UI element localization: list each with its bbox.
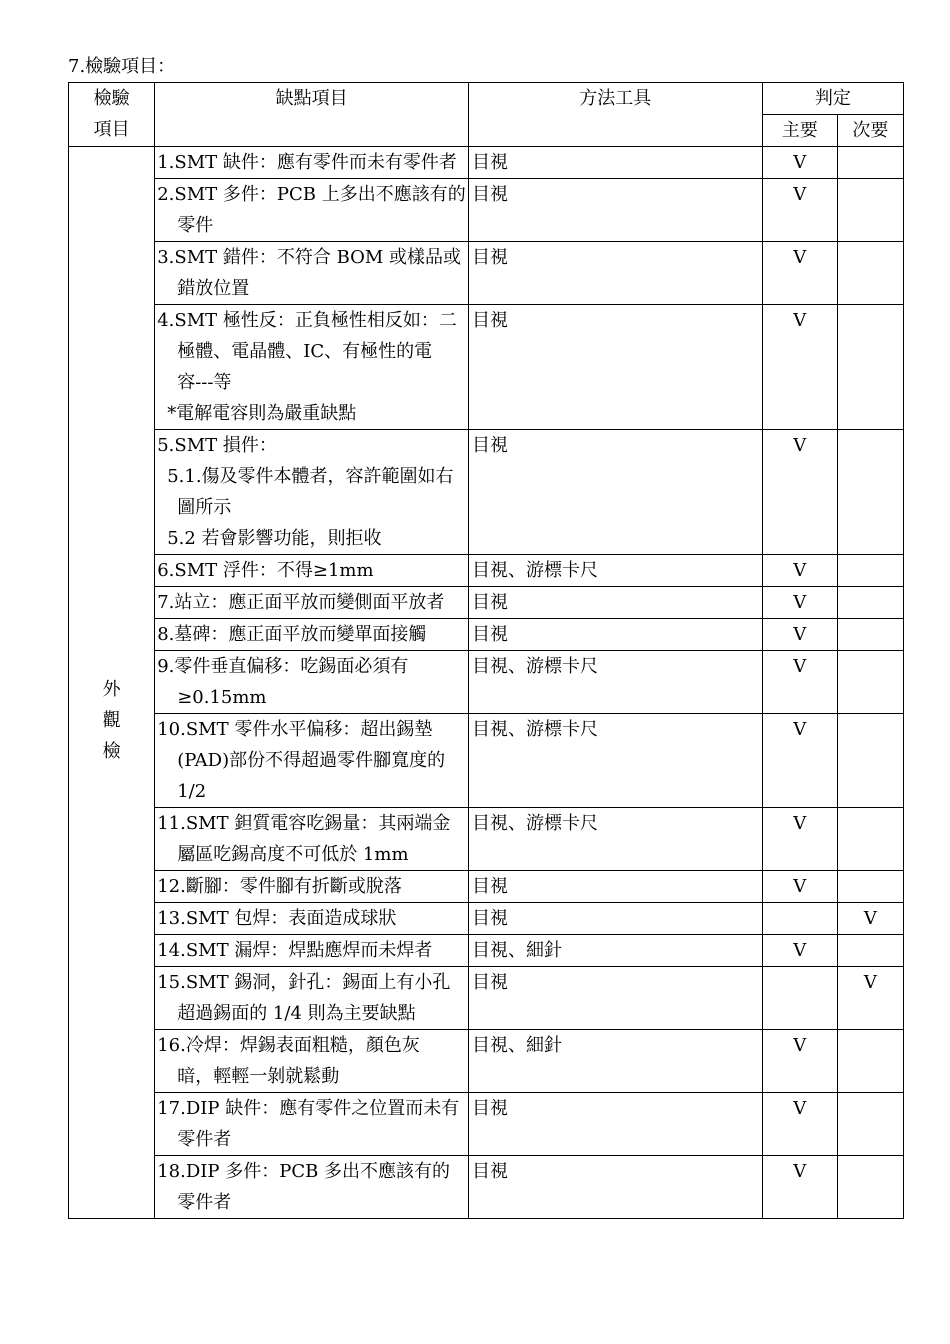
method-cell: 目視 xyxy=(468,305,762,430)
defect-line: 14.SMT 漏焊：焊點應焊而未焊者 xyxy=(157,940,433,961)
method-cell: 目視、游標卡尺 xyxy=(468,651,762,714)
defect-cell xyxy=(155,808,469,871)
major-mark xyxy=(762,903,837,935)
defect-cell xyxy=(155,179,469,242)
table-row xyxy=(69,651,904,714)
method-cell: 目視 xyxy=(468,1093,762,1156)
minor-mark xyxy=(837,714,903,808)
minor-mark: V xyxy=(837,967,903,1030)
table-row xyxy=(69,619,904,651)
defect-line: 10.SMT 零件水平偏移：超出錫墊 xyxy=(157,719,433,740)
table-row xyxy=(69,1156,904,1219)
table-row xyxy=(69,935,904,967)
minor-mark xyxy=(837,305,903,430)
minor-mark xyxy=(837,619,903,651)
defect-cell xyxy=(155,305,469,430)
category-label xyxy=(69,674,154,763)
defect-cell xyxy=(155,651,469,714)
minor-mark xyxy=(837,555,903,587)
major-mark: V xyxy=(762,808,837,871)
minor-mark xyxy=(837,808,903,871)
defect-line: 13.SMT 包焊：表面造成球狀 xyxy=(157,908,397,929)
table-body xyxy=(69,147,904,1219)
defect-cell xyxy=(155,587,469,619)
defect-line: 2.SMT 多件：PCB 上多出不應該有的 xyxy=(157,184,466,205)
defect-line: 圖所示 xyxy=(177,497,232,518)
defect-cell xyxy=(155,555,469,587)
table-row xyxy=(69,871,904,903)
category-char-2: 觀 xyxy=(102,710,121,732)
method-cell: 目視 xyxy=(468,903,762,935)
category-cell xyxy=(69,147,155,1219)
category-char-3: 檢 xyxy=(102,741,121,763)
method-cell: 目視 xyxy=(468,967,762,1030)
method-cell: 目視 xyxy=(468,179,762,242)
defect-line: 18.DIP 多件：PCB 多出不應該有的 xyxy=(157,1161,451,1182)
major-mark: V xyxy=(762,714,837,808)
header-method: 方法工具 xyxy=(468,83,762,147)
method-cell: 目視 xyxy=(468,587,762,619)
defect-cell xyxy=(155,242,469,305)
major-mark: V xyxy=(762,1156,837,1219)
defect-cell xyxy=(155,967,469,1030)
major-mark: V xyxy=(762,1030,837,1093)
minor-mark xyxy=(837,935,903,967)
defect-line: 超過錫面的 1/4 則為主要缺點 xyxy=(177,1003,416,1024)
major-mark: V xyxy=(762,305,837,430)
table-row xyxy=(69,242,904,305)
defect-line: 5.1.傷及零件本體者，容許範圍如右 xyxy=(167,466,454,487)
defect-line: 零件 xyxy=(177,215,214,236)
table-row xyxy=(69,555,904,587)
method-cell: 目視 xyxy=(468,147,762,179)
header-category xyxy=(69,83,155,147)
table-row xyxy=(69,903,904,935)
header-defect: 缺點項目 xyxy=(155,83,469,147)
header-major: 主要 xyxy=(762,115,837,147)
major-mark: V xyxy=(762,935,837,967)
defect-cell xyxy=(155,1093,469,1156)
defect-cell xyxy=(155,903,469,935)
table-row xyxy=(69,1030,904,1093)
major-mark: V xyxy=(762,871,837,903)
defect-cell xyxy=(155,147,469,179)
defect-line: 4.SMT 極性反：正負極性相反如：二 xyxy=(157,310,457,331)
defect-line: 零件者 xyxy=(177,1192,232,1213)
defect-line: 9.零件垂直偏移：吃錫面必須有 xyxy=(157,656,409,677)
header-category-line2: 項目 xyxy=(93,119,130,140)
method-cell: 目視 xyxy=(468,242,762,305)
method-cell: 目視 xyxy=(468,1156,762,1219)
major-mark: V xyxy=(762,1093,837,1156)
major-mark: V xyxy=(762,587,837,619)
defect-cell xyxy=(155,619,469,651)
inspection-table xyxy=(68,82,904,1219)
minor-mark xyxy=(837,242,903,305)
defect-line: 屬區吃錫高度不可低於 1mm xyxy=(177,844,409,865)
section-title: 7.檢驗項目： xyxy=(68,56,176,77)
major-mark: V xyxy=(762,651,837,714)
method-cell: 目視、細針 xyxy=(468,1030,762,1093)
minor-mark xyxy=(837,1093,903,1156)
defect-cell xyxy=(155,871,469,903)
defect-line: 5.2 若會影響功能，則拒收 xyxy=(167,528,382,549)
defect-line: 7.站立：應正面平放而變側面平放者 xyxy=(157,592,445,613)
defect-line: 15.SMT 錫洞，針孔：錫面上有小孔 xyxy=(157,972,451,993)
defect-cell xyxy=(155,430,469,555)
table-row xyxy=(69,147,904,179)
method-cell: 目視、細針 xyxy=(468,935,762,967)
table-row xyxy=(69,967,904,1030)
header-category-line1: 檢驗 xyxy=(93,88,130,109)
defect-line: 錯放位置 xyxy=(177,278,250,299)
minor-mark xyxy=(837,430,903,555)
defect-cell xyxy=(155,935,469,967)
defect-cell xyxy=(155,1156,469,1219)
defect-line: *電解電容則為嚴重缺點 xyxy=(167,403,357,424)
defect-cell xyxy=(155,1030,469,1093)
major-mark: V xyxy=(762,619,837,651)
defect-cell xyxy=(155,714,469,808)
defect-line: 零件者 xyxy=(177,1129,232,1150)
table-row xyxy=(69,305,904,430)
table-row xyxy=(69,430,904,555)
major-mark: V xyxy=(762,430,837,555)
table-row xyxy=(69,808,904,871)
defect-line: (PAD)部份不得超過零件腳寬度的 xyxy=(177,750,446,771)
header-judgement: 判定 xyxy=(762,83,903,115)
minor-mark xyxy=(837,1156,903,1219)
minor-mark xyxy=(837,587,903,619)
minor-mark xyxy=(837,179,903,242)
defect-line: 12.斷腳：零件腳有折斷或脫落 xyxy=(157,876,402,897)
defect-line: 8.墓碑：應正面平放而變單面接觸 xyxy=(157,624,427,645)
minor-mark xyxy=(837,871,903,903)
header-minor: 次要 xyxy=(837,115,903,147)
minor-mark xyxy=(837,651,903,714)
minor-mark xyxy=(837,1030,903,1093)
minor-mark xyxy=(837,147,903,179)
method-cell: 目視 xyxy=(468,871,762,903)
defect-line: ≥0.15mm xyxy=(177,687,267,708)
table-row xyxy=(69,587,904,619)
defect-line: 16.冷焊：焊錫表面粗糙，顏色灰 xyxy=(157,1035,420,1056)
defect-line: 6.SMT 浮件：不得≥1mm xyxy=(157,560,374,581)
defect-line: 11.SMT 鉭質電容吃錫量：其兩端金 xyxy=(157,813,451,834)
defect-line: 容---等 xyxy=(177,372,232,393)
method-cell: 目視 xyxy=(468,619,762,651)
defect-line: 17.DIP 缺件：應有零件之位置而未有 xyxy=(157,1098,460,1119)
table-row xyxy=(69,714,904,808)
major-mark xyxy=(762,967,837,1030)
table-row xyxy=(69,179,904,242)
minor-mark: V xyxy=(837,903,903,935)
defect-line: 5.SMT 損件： xyxy=(157,435,277,456)
defect-line: 暗，輕輕一剝就鬆動 xyxy=(177,1066,340,1087)
defect-line: 1.SMT 缺件：應有零件而未有零件者 xyxy=(157,152,457,173)
defect-line: 1/2 xyxy=(177,781,207,802)
major-mark: V xyxy=(762,242,837,305)
major-mark: V xyxy=(762,179,837,242)
major-mark: V xyxy=(762,555,837,587)
defect-line: 3.SMT 錯件：不符合 BOM 或樣品或 xyxy=(157,247,462,268)
defect-line: 極體、電晶體、IC、有極性的電 xyxy=(177,341,433,362)
method-cell: 目視、游標卡尺 xyxy=(468,808,762,871)
table-row xyxy=(69,1093,904,1156)
major-mark: V xyxy=(762,147,837,179)
method-cell: 目視、游標卡尺 xyxy=(468,555,762,587)
category-char-1: 外 xyxy=(102,679,121,701)
method-cell: 目視 xyxy=(468,430,762,555)
method-cell: 目視、游標卡尺 xyxy=(468,714,762,808)
